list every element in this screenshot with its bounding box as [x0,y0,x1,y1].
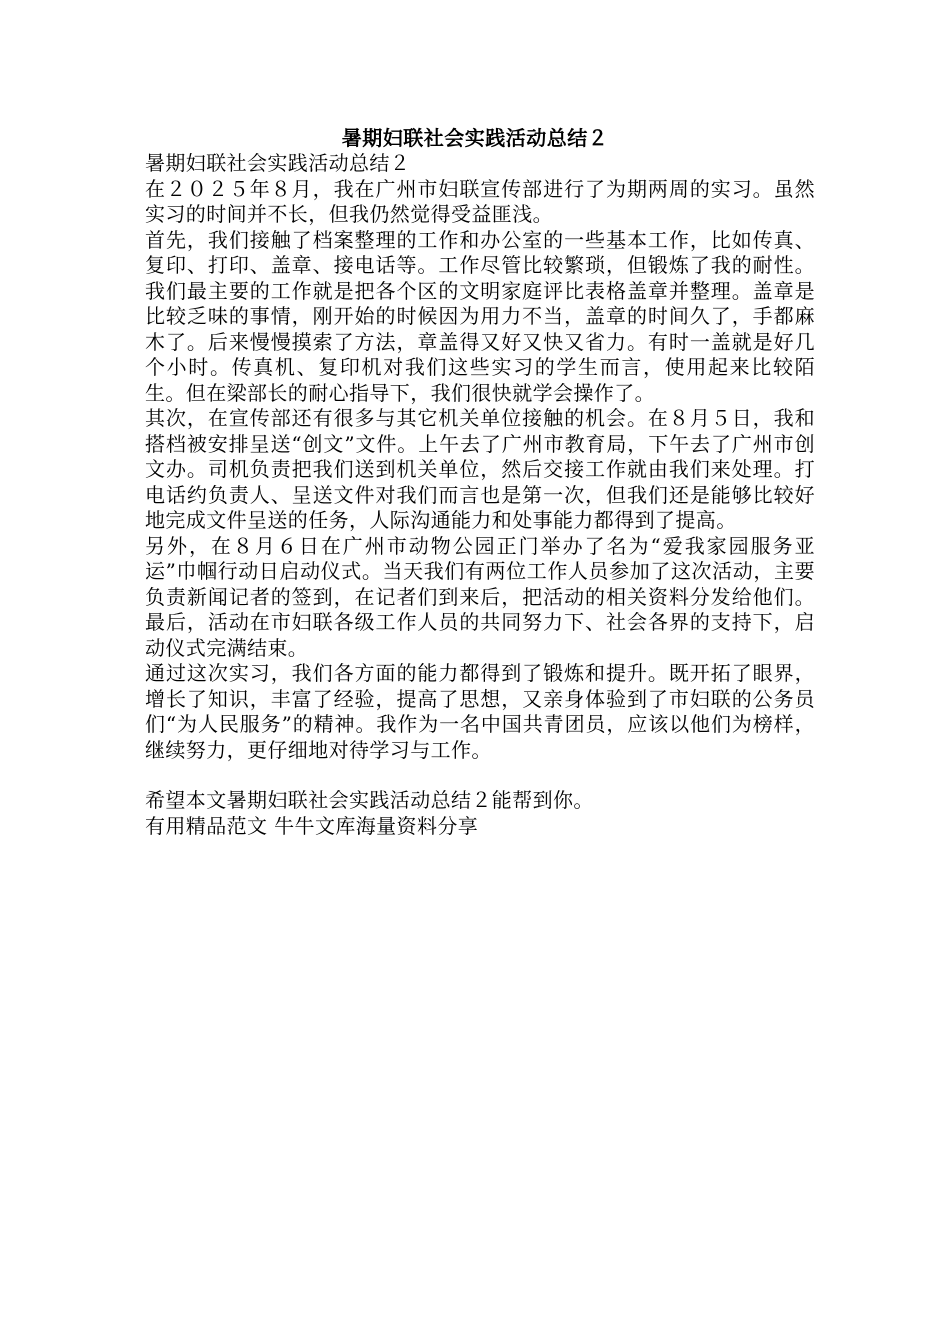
document-body [145,151,815,839]
paragraph-second: 其次，在宣传部还有很多与其它机关单位接触的机会。在８月５日，我和搭档被安排呈送“创文”文件。上午去了广州市教育局，下午去了广州市创文办。司机负责把我们送到机关单位，然后交接工作就由我们来处理。打电话约负责人、呈送文件对我们而言也是第一次，但我们还是能够比较好地完成文件呈送的任务，人际沟通能力和处事能力都得到了提高。 [145,406,815,532]
paragraph-spacer [145,763,815,788]
footer-line: 有用精品范文 牛牛文库海量资料分享 [145,813,479,838]
paragraph-third: 另外，在８月６日在广州市动物公园正门举办了名为“爱我家园服务亚运”巾帼行动日启动仪式。当天我们有两位工作人员参加了这次活动，主要负责新闻记者的签到，在记者们到来后，把活动的相关资料分发给他们。最后，活动在市妇联各级工作人员的共同努力下、社会各界的支持下，启动仪式完满结束。 [145,533,815,660]
closing-line: 希望本文暑期妇联社会实践活动总结２能帮到你。 [145,788,594,812]
paragraph-intro: 在２０２５年８月，我在广州市妇联宣传部进行了为期两周的实习。虽然实习的时间并不长，但我仍然觉得受益匪浅。 [145,176,815,226]
document-subtitle: 暑期妇联社会实践活动总结２ [145,151,411,175]
paragraph-conclusion: 通过这次实习，我们各方面的能力都得到了锻炼和提升。既开拓了眼界，增长了知识，丰富了经验，提高了思想，又亲身体验到了市妇联的公务员们“为人民服务”的精神。我作为一名中国共青团员，应该以他们为榜样，继续努力，更仔细地对待学习与工作。 [145,661,815,762]
document-title: 暑期妇联社会实践活动总结２ [341,126,609,150]
paragraph-first: 首先，我们接触了档案整理的工作和办公室的一些基本工作，比如传真、复印、打印、盖章、接电话等。工作尽管比较繁琐，但锻炼了我的耐性。我们最主要的工作就是把各个区的文明家庭评比表格盖章并整理。盖章是比较乏味的事情，刚开始的时候因为用力不当，盖章的时间久了，手都麻木了。后来慢慢摸索了方法，章盖得又好又快又省力。有时一盖就是好几个小时。传真机、复印机对我们这些实习的学生而言，使用起来比较陌生。但在梁部长的耐心指导下，我们很快就学会操作了。 [145,227,815,405]
